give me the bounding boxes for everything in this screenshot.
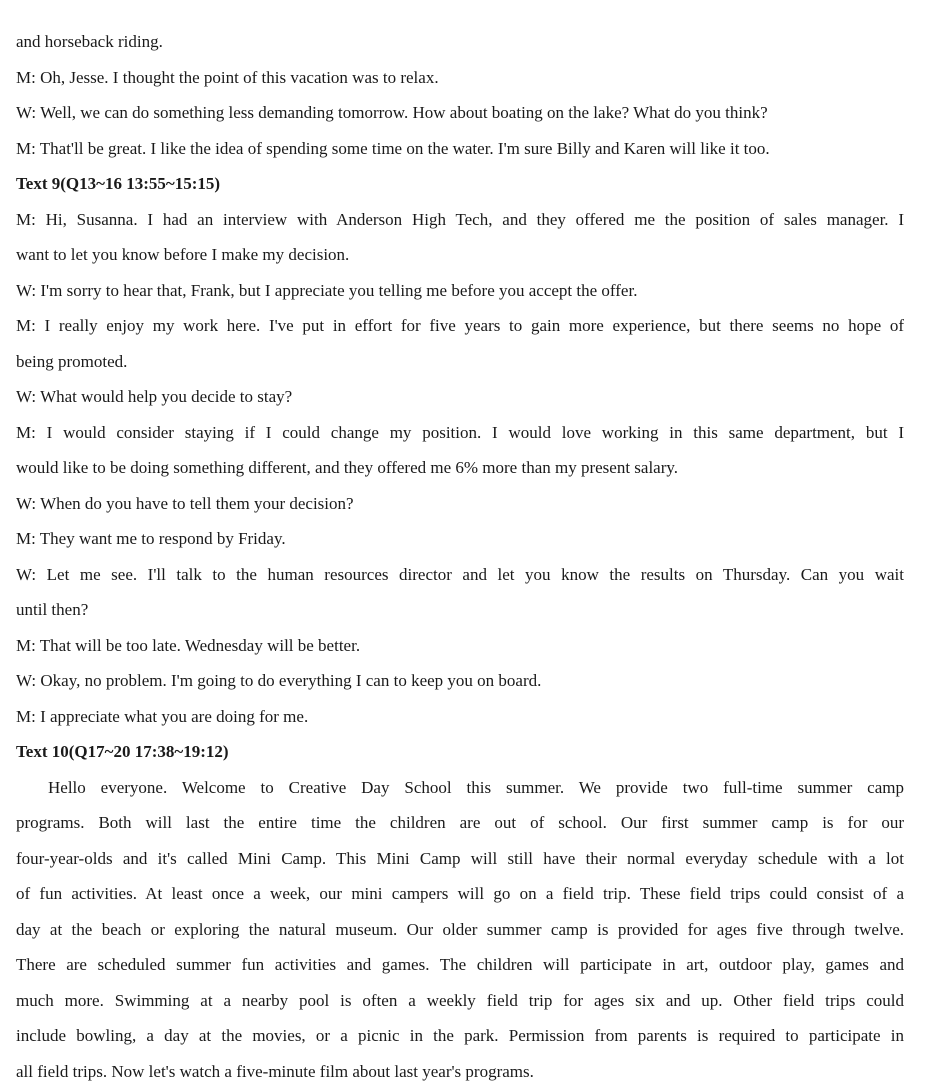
text-line: M: Hi, Susanna. I had an interview with Anderson High Tech, and they offered me the position of sales manager. I: [16, 205, 904, 241]
text-line: M: I really enjoy my work here. I've put in effort for five years to gain more experience, but there seems no hope of: [16, 311, 904, 347]
paragraph-first-line: Hello everyone. Welcome to Creative Day School this summer. We provide two full-time summer camp: [16, 773, 904, 809]
text-line: want to let you know before I make my decision.: [16, 240, 904, 276]
text-line: M: That will be too late. Wednesday will be better.: [16, 631, 904, 667]
text-line: of fun activities. At least once a week, our mini campers will go on a field trip. These field trips could consist of a: [16, 879, 904, 915]
text-line: all field trips. Now let's watch a five-minute film about last year's programs.: [16, 1057, 904, 1092]
text-line: would like to be doing something different, and they offered me 6% more than my present salary.: [16, 453, 904, 489]
text-line: M: Oh, Jesse. I thought the point of this vacation was to relax.: [16, 63, 904, 99]
text-line: include bowling, a day at the movies, or a picnic in the park. Permission from parents is required to participate in: [16, 1021, 904, 1057]
section-heading: Text 10(Q17~20 17:38~19:12): [16, 737, 904, 773]
text-line: W: When do you have to tell them your decision?: [16, 489, 904, 525]
text-line: W: Well, we can do something less demanding tomorrow. How about boating on the lake? What do you think?: [16, 98, 904, 134]
text-line: four-year-olds and it's called Mini Camp. This Mini Camp will still have their normal everyday schedule with a lot: [16, 844, 904, 880]
text-line: being promoted.: [16, 347, 904, 383]
text-line: W: What would help you decide to stay?: [16, 382, 904, 418]
text-line: W: Okay, no problem. I'm going to do everything I can to keep you on board.: [16, 666, 904, 702]
section-heading: Text 9(Q13~16 13:55~15:15): [16, 169, 904, 205]
document-page: [16, 27, 904, 1092]
text-line: M: That'll be great. I like the idea of spending some time on the water. I'm sure Billy and Karen will like it too.: [16, 134, 904, 170]
text-line: until then?: [16, 595, 904, 631]
text-line: programs. Both will last the entire time the children are out of school. Our first summer camp is for our: [16, 808, 904, 844]
text-line: W: Let me see. I'll talk to the human resources director and let you know the results on Thursday. Can you wait: [16, 560, 904, 596]
text-line: M: I would consider staying if I could change my position. I would love working in this same department, but I: [16, 418, 904, 454]
text-line: day at the beach or exploring the natural museum. Our older summer camp is provided for ages five through twelve.: [16, 915, 904, 951]
text-line: There are scheduled summer fun activities and games. The children will participate in art, outdoor play, games and: [16, 950, 904, 986]
text-line: M: I appreciate what you are doing for me.: [16, 702, 904, 738]
text-line: and horseback riding.: [16, 27, 904, 63]
text-line: W: I'm sorry to hear that, Frank, but I appreciate you telling me before you accept the offer.: [16, 276, 904, 312]
text-line: M: They want me to respond by Friday.: [16, 524, 904, 560]
text-line: much more. Swimming at a nearby pool is often a weekly field trip for ages six and up. Other field trips could: [16, 986, 904, 1022]
